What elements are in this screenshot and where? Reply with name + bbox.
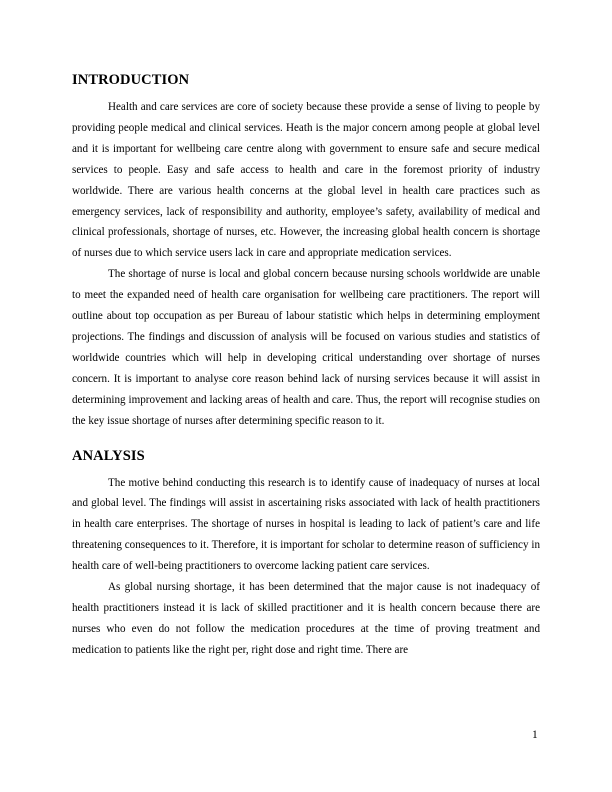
analysis-paragraph-1: The motive behind conducting this research is to identify cause of inadequacy of nurses at local and global level. The findings will assist in ascertaining risks associated with lack of health practitioners in health care enterprises. The shortage of nurses in hospital is leading to lack of patient’s care and life threatening consequences to it. Therefore, it is important for scholar to determine reason of sufficiency in health care of well-being practitioners to overcome lacking patient care services.: [72, 476, 540, 573]
section-heading-introduction: INTRODUCTION: [72, 72, 190, 88]
page-number: 1: [532, 729, 538, 741]
section-heading-analysis: ANALYSIS: [72, 447, 145, 464]
intro-paragraph-2: The shortage of nurse is local and global concern because nursing schools worldwide are unable to meet the expanded need of health care organisation for wellbeing care practitioners. The report will outline about top occupation as per Bureau of labour statistic which helps in determining employment projections. The findings and discussion of analysis will be focused on various studies and statistics of worldwide countries which will help in developing critical understanding over shortage of nurses concern. It is important to analyse core reason behind lack of nursing services because it will assist in determining improvement and lacking areas of health and care. Thus, the report will recognise studies on the key issue shortage of nurses after determining specific reason to it.: [72, 268, 540, 427]
intro-paragraph-1: Health and care services are core of society because these provide a sense of living to people by providing people medical and clinical services. Heath is the major concern among people at global level and it is important for wellbeing care centre along with government to ensure safe and secure medical services to people. Easy and safe access to health and care in the foremost priority of industry worldwide. There are various health concerns at the global level in health care practices such as emergency services, lack of responsibility and authority, employee’s safety, availability of medical and clinical professionals, shortage of nurses, etc. However, the increasing global health concern is shortage of nurses due to which service users lack in care and appropriate medication services.: [72, 101, 540, 260]
section-spacer: [72, 432, 540, 446]
page-content: [72, 70, 540, 661]
analysis-paragraph-2: As global nursing shortage, it has been determined that the major cause is not inadequacy of health practitioners instead it is lack of skilled practitioner and it is health concern because there are nurses who even do not follow the medication procedures at the time of proving treatment and medication to patients like the right per, right dose and right time. There are: [72, 581, 540, 656]
